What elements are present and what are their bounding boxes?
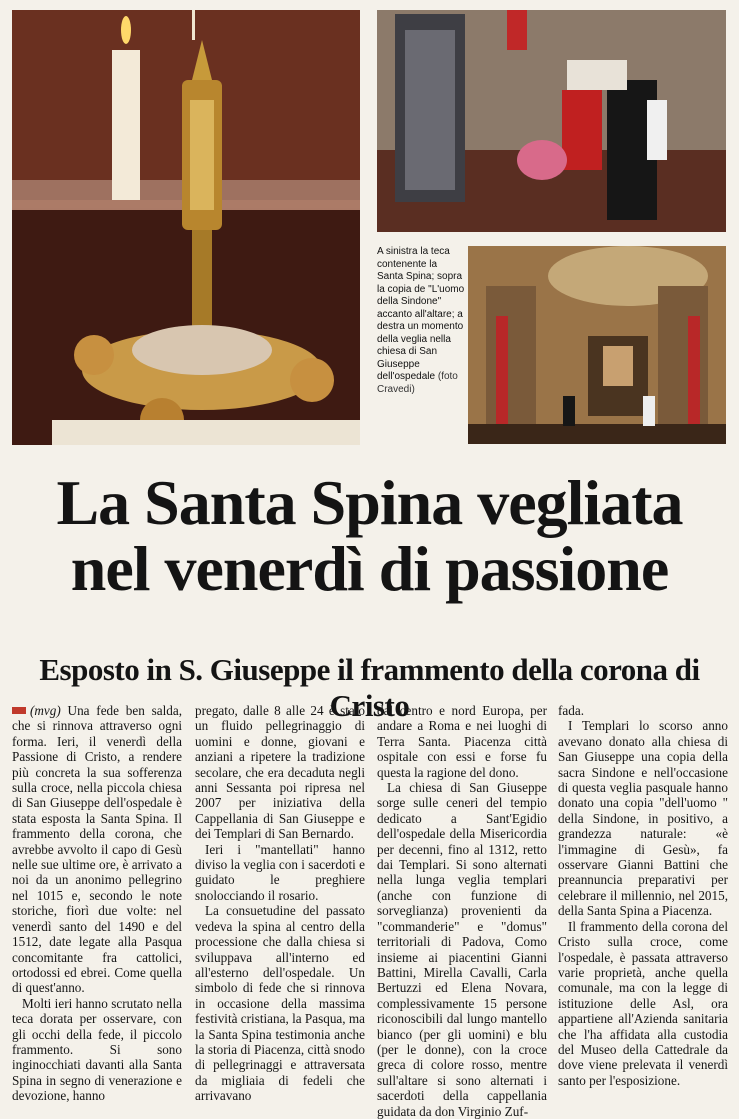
caption-credit: (foto Cravedi) [377,371,458,395]
article-column-2 [195,703,365,1104]
paragraph: dal centro e nord Europa, per andare a Roma e nei luoghi di Terra Santa. Piacenza città ospitale con essi e forse fu questa la ragione del dono. [377,703,547,780]
church-illustration [468,246,726,444]
paragraph: I Templari lo scorso anno avevano donato alla chiesa di San Giuseppe una copia della sacra Sindone e nell'occasione di questa veglia pasquale hanno donato una copia "dell'uomo " della Sindone, in positivo, a grandezza naturale: «è l'immagine di Gesù», fa osservare Gianni Battini che preannuncia preparativi per celebrare il millennio, nel 2015, della Santa Spina a Piacenza. [558,718,728,919]
headline: La Santa Spina vegliata nel venerdì di passione [56,467,683,604]
paragraph-text: Una fede ben salda, che si rinnova attraverso ogni forma. Ieri, il venerdì della Passione di Cristo, a rendere più concreta la sua sofferenza sulla croce, nella piccola chiesa di San Giuseppe dell'ospedale è stata esposta la Santa Spina. Il frammento della corona, che avrebbe avvolto il capo di Gesù nelle sue ultime ore, è arrivato a noi da un anonimo pellegrino nel 1015 e, secondo le note storiche, fiorì due volte: nel venerdì santo del 1490 e del 1512, date legate alla Pasqua concomitante fra cattolici, ortodossi ed ebrei. Come quella di quest'anno. [12,703,182,996]
reliquary-illustration [12,10,360,445]
subheadline: Esposto in S. Giuseppe il frammento della corona di Cristo [39,652,700,723]
paragraph: Il frammento della corona del Cristo sulla croce, come l'ospedale, è passata attraverso varie proprietà, anche quella comunale, ma con la legge di istituzione delle Asl, ora appartiene all'Azienda sanitaria che l'ha affidata alla custodia del Museo della Cattedrale da dove viene prelevata il venerdì santo per l'esposizione. [558,918,728,1088]
shroud-altar-photo [377,10,726,232]
article-column-1 [12,703,182,1104]
paragraph: Ieri i "mantellati" hanno diviso la veglia con i sacerdoti e guidato le preghiere snolocciando il rosario. [195,841,365,903]
reliquary-photo [12,10,360,445]
paragraph [12,703,182,996]
article-column-4 [558,703,728,1088]
caption-text: A sinistra la teca contenente la Santa Spina; sopra la copia de "L'uomo della Sindone" accanto all'altare; a destra un momento della veglia nella chiesa di San Giuseppe dell'ospedale [377,246,465,382]
church-interior-photo [468,246,726,444]
article-column-3 [377,703,547,1119]
paragraph: La chiesa di San Giuseppe sorge sulle ceneri del tempio dedicato a Sant'Egidio dell'ospedale della Misericordia per decenni, fino al 1312, retto dai Templari. Si sono alternati nella lunga veglia templari (anche con funzione di sorveglianza) provenienti da "commanderie" e "domus" territoriali di Padova, Como insieme ai piacentini Gianni Battini, Mirella Cavalli, Carla Bertuzzi ed Elena Novara, complessivamente 15 persone riconoscibili dal lungo mantello bianco (per gli uomini) e blu (per le donne), con la croce greca di colore rosso, mentre sull'altare si sono alternati i sacerdoti della cappellania guidata da don Virginio Zuf- [377,780,547,1119]
altar-illustration [377,10,726,232]
paragraph: Molti ieri hanno scrutato nella teca dorata per osservare, con gli occhi della fede, il piccolo frammento. Si sono inginocchiati davanti alla Santa Spina in segno di venerazione e devozione, hanno [12,995,182,1104]
paragraph: fada. [558,703,584,718]
paragraph: pregato, dalle 8 alle 24 è stato un fluido pellegrinaggio di uomini e donne, giovani e anziani a ripetere la tradizione secolare, che era decaduta negli anni Sessanta poi ripresa nel 2007 per iniziativa della Cappellania di San Giuseppe e dei Templari di San Bernardo. [195,703,365,842]
photo-caption [377,246,465,396]
paragraph: La consuetudine del passato vedeva la spina al centro della processione che dalla chiesa si sviluppava all'interno ed all'esterno dell'ospedale. Un simbolo di fede che si rinnova in occasione della massima festività cristiana, la Pasqua, ma la Santa Spina testimonia anche la storia di Piacenza, città snodo di pellegrinaggi e attraversata da migliaia di fedeli che arrivavano [195,903,365,1104]
byline: (mvg) [30,703,61,718]
section-marker-icon [12,707,26,714]
